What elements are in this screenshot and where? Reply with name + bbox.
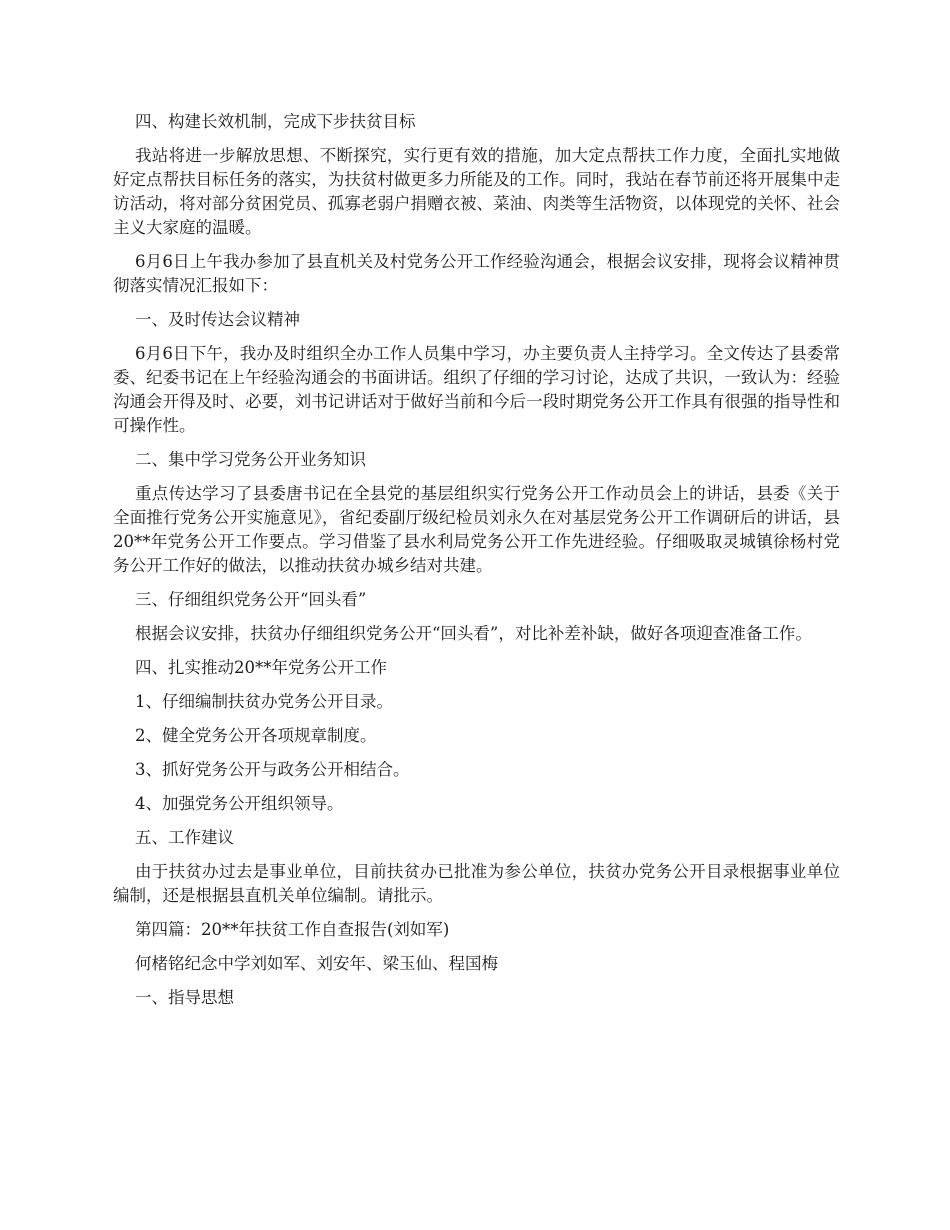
section-heading: 一、及时传达会议精神 <box>135 310 300 329</box>
paragraph: 重点传达学习了县委唐书记在全县党的基层组织实行党务公开工作动员会上的讲话，县委《关于全面推行党务公开实施意见》，省纪委副厅级纪检员刘永久在对基层党务公开工作调研后的讲话，县20**年党务公开工作要点。学习借鉴了县水利局党务公开工作先进经验。仔细吸取灵城镇徐杨村党务公开工作好的做法，以推动扶贫办城乡结对共建。 <box>113 484 840 575</box>
paragraph: 6月6日上午我办参加了县直机关及村党务公开工作经验沟通会，根据会议安排，现将会议精神贯彻落实情况汇报如下： <box>113 252 840 295</box>
paragraph: 由于扶贫办过去是事业单位，目前扶贫办已批准为参公单位，扶贫办党务公开目录根据事业单位编制，还是根据县直机关单位编制。请批示。 <box>113 862 840 905</box>
section-heading: 四、构建长效机制，完成下步扶贫目标 <box>135 112 416 131</box>
section-heading: 五、工作建议 <box>135 828 234 847</box>
author-line: 何楮铭纪念中学刘如军、刘安年、梁玉仙、程国梅 <box>135 954 498 973</box>
section-heading: 一、指导思想 <box>135 988 234 1007</box>
list-item: 3、抓好党务公开与政务公开相结合。 <box>135 760 410 779</box>
paragraph: 根据会议安排，扶贫办仔细组织党务公开“回头看”，对比补差补缺，做好各项迎查准备工作。 <box>135 624 812 643</box>
list-item: 2、健全党务公开各项规章制度。 <box>135 726 377 745</box>
list-item: 4、加强党务公开组织领导。 <box>135 794 344 813</box>
section-heading: 二、集中学习党务公开业务知识 <box>135 450 366 469</box>
paragraph: 6月6日下午，我办及时组织全办工作人员集中学习，办主要负责人主持学习。全文传达了县委常委、纪委书记在上午经验沟通会的书面讲话。组织了仔细的学习讨论，达成了共识，一致认为：经验沟通会开得及时、必要，刘书记讲话对于做好当前和今后一段时期党务公开工作具有很强的指导性和可操作性。 <box>113 344 840 435</box>
section-heading: 三、仔细组织党务公开“回头看” <box>135 590 367 609</box>
document-body <box>113 110 840 1020</box>
list-item: 1、仔细编制扶贫办党务公开目录。 <box>135 692 393 711</box>
section-heading: 四、扎实推动20**年党务公开工作 <box>135 658 387 677</box>
article-title: 第四篇：20**年扶贫工作自查报告(刘如军) <box>135 920 450 939</box>
paragraph: 我站将进一步解放思想、不断探究，实行更有效的措施，加大定点帮扶工作力度，全面扎实地做好定点帮扶目标任务的落实，为扶贫村做更多力所能及的工作。同时，我站在春节前还将开展集中走访活动，将对部分贫困党员、孤寡老弱户捐赠衣被、菜油、肉类等生活物资，以体现党的关怀、社会主义大家庭的温暖。 <box>113 146 840 237</box>
